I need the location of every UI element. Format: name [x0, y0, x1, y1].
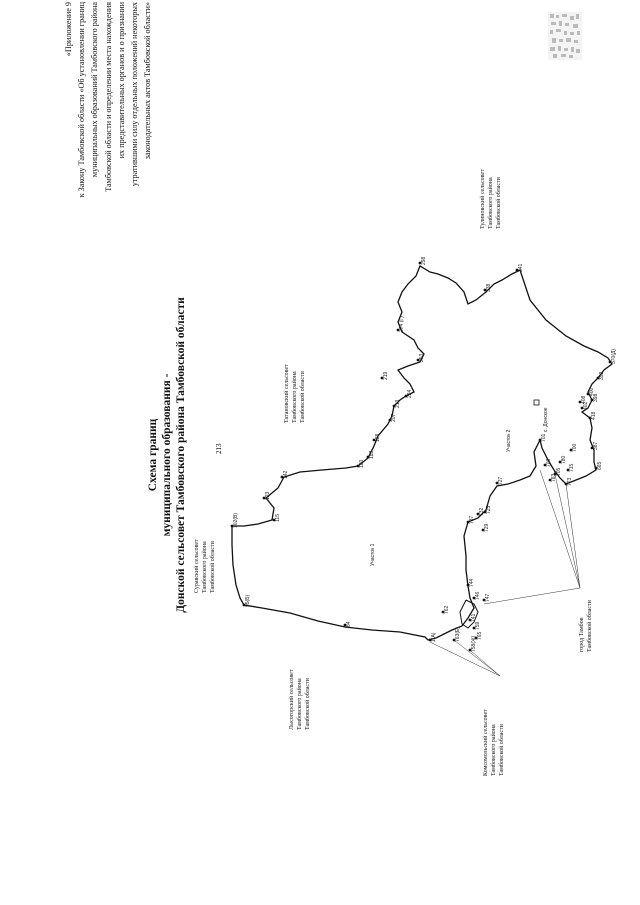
boundary-point-label: 95(Б)	[245, 594, 251, 607]
boundary-point-label: 741	[471, 613, 477, 622]
boundary-point-label: 387	[593, 441, 599, 450]
boundary-point-label: 253	[419, 353, 425, 362]
boundary-point-label: 665	[597, 461, 603, 470]
neighbor-line: Тамбовской области	[499, 724, 505, 776]
boundary-point-label: 727	[498, 476, 504, 485]
boundary-point-label: 224	[407, 389, 413, 398]
neighbor-label-tambov	[578, 600, 594, 652]
boundary-point-label: 747	[485, 593, 491, 602]
settlement-marker	[534, 400, 539, 405]
boundary-point-label: 700	[572, 443, 578, 452]
appendix-line: к Закону Тамбовской области «Об установлении границ	[77, 2, 87, 198]
boundary-point-label: 732	[479, 507, 485, 516]
boundary-point-label: 402	[583, 401, 589, 410]
appendix-line: Тамбовской области и определении места нахождения	[103, 2, 113, 192]
neighbor-line: Татановский сельсовет	[284, 364, 290, 423]
boundary-line	[232, 266, 612, 640]
title-line: Схема границ	[147, 418, 159, 492]
neighbor-line: Тамбовского района	[202, 541, 208, 593]
neighbor-label-komsomol	[482, 709, 506, 776]
appendix-note	[62, 2, 154, 202]
appendix-line: их представительных органов и о признании	[116, 2, 126, 159]
appendix-line: «Приложение 9	[64, 2, 73, 57]
neighbor-line: Тамбовской области	[305, 678, 311, 730]
boundary-point-label: 219	[383, 371, 389, 380]
neighbor-label-tulinov	[479, 169, 503, 229]
boundary-point-label: 398	[593, 393, 599, 402]
neighbor-label-lysogor	[288, 670, 312, 730]
boundary-point-label: 703	[546, 458, 552, 467]
neighbor-label-surava	[193, 539, 217, 593]
neighbor-line: город Тамбов	[579, 617, 585, 652]
boundary-point-label: 1(А)	[431, 632, 437, 642]
boundary-point-label: 400	[589, 387, 595, 396]
boundary-point-label: 341	[518, 263, 524, 272]
boundary-point-label: 370(Д)	[611, 348, 617, 364]
appendix-line: утратившими силу отдельных положений некоторых	[130, 2, 140, 187]
boundary-point-label: 207	[391, 413, 397, 422]
neighbor-line: Тулиновский сельсовет	[480, 169, 486, 229]
page-number: 213	[215, 443, 223, 454]
boundary-point-label: 783	[551, 473, 557, 482]
boundary-point-label: 183	[369, 450, 375, 459]
boundary-point-label: 746	[475, 591, 481, 600]
boundary-point-label: 701	[541, 433, 547, 442]
appendix-line: муниципальных образований Тамбовского района	[90, 2, 100, 178]
area-label-uchastok2: Участок 2	[506, 429, 512, 452]
boundary-point-label: 142	[283, 470, 289, 479]
appendix-line: законодательных актов Тамбовской области»	[143, 2, 153, 160]
boundary-point-label: 274 (Г)	[399, 316, 405, 332]
neighbor-line: Суравский сельсовет	[194, 539, 200, 593]
neighbor-line: Лысогорский сельсовет	[289, 669, 295, 730]
boundary-point-label: 84	[346, 621, 352, 627]
boundary-point-label: 298	[421, 256, 427, 265]
boundary-point-label: 213	[395, 399, 401, 408]
neighbor-line: Тамбовского района	[488, 177, 494, 229]
neighbor-label-tatanov	[283, 364, 307, 423]
title-line: Донской сельсовет Тамбовского района Тамбовской области	[175, 297, 187, 613]
settlement-label: с. Донское	[543, 407, 549, 432]
boundary-point-label: 773	[567, 477, 573, 486]
neighbor-line: Тамбовского района	[292, 371, 298, 423]
boundary-point-label: 188	[375, 433, 381, 442]
neighbor-line: Комсомольский сельсовет	[483, 709, 489, 776]
boundary-point-label: 115	[275, 514, 281, 522]
qr-code-icon	[548, 12, 582, 60]
boundary-point-label: 392	[599, 371, 605, 380]
area-label-uchastok1: Участок 1	[370, 543, 376, 566]
leader-lines	[430, 470, 580, 676]
boundary-point-label: 729	[484, 523, 490, 532]
boundary-point-label: 759	[475, 621, 481, 630]
neighbor-line: Тамбовского района	[491, 724, 497, 776]
boundary-point-label: 737	[469, 515, 475, 524]
boundary-point-label: 338	[486, 283, 492, 292]
boundary-point-label: 725	[486, 505, 492, 514]
neighbor-line: Тамбовского района	[297, 678, 303, 730]
boundary-point-label: 180	[359, 459, 365, 468]
map-title	[146, 265, 188, 645]
boundary-point-label: 418	[591, 411, 597, 420]
boundary-point-label: 744	[469, 578, 475, 587]
neighbor-line: Тамбовской области	[587, 600, 593, 652]
neighbor-line: Тамбовской области	[300, 371, 306, 423]
neighbor-line: Тамбовской области	[496, 177, 502, 229]
boundary-point-label: 102(В)	[233, 512, 239, 528]
boundary-point-label: 780	[561, 455, 567, 464]
boundary-point-label: 123	[265, 491, 271, 500]
boundary-points	[231, 256, 617, 652]
neighbor-line: Тамбовской области	[210, 541, 216, 593]
boundary-point-label: 765	[477, 631, 483, 640]
boundary-point-label: 705	[556, 467, 562, 476]
boundary-point-label: 763(Е)	[455, 626, 461, 642]
boundary-point-label: 715	[569, 463, 575, 472]
title-line: муниципального образования -	[161, 373, 173, 537]
boundary-point-label: 758(Ж)	[471, 635, 477, 652]
boundary-point-label: 408	[581, 395, 587, 404]
boundary-point-label: 762	[444, 605, 450, 614]
